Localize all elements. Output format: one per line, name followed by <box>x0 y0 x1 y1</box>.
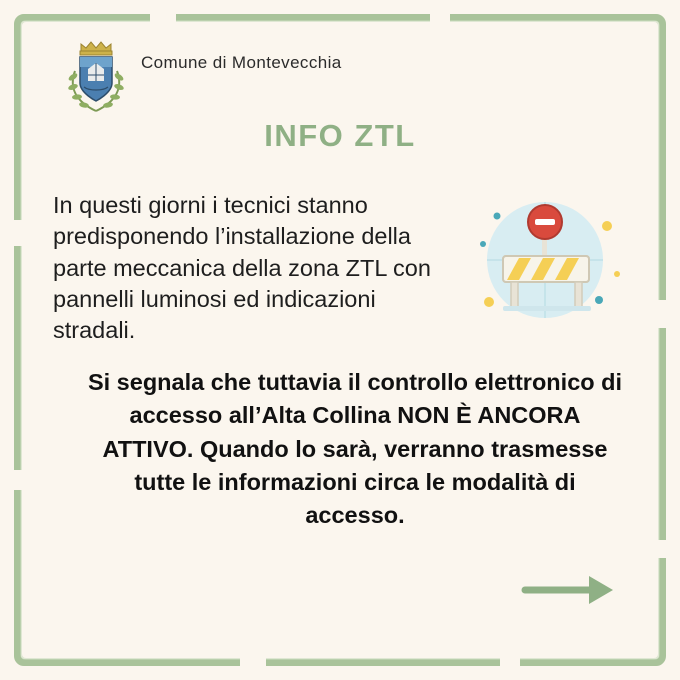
poster-content <box>45 30 635 650</box>
frame-gap <box>8 470 30 490</box>
highlight-paragraph: Si segnala che tuttavia il controllo elettronico di accesso all’Alta Collina NON È ANCORA ATTIVO. Quando lo sarà, verranno trasmesse tutte le informazioni circa le modalità di accesso. <box>87 369 623 529</box>
frame-gap <box>430 8 450 30</box>
road-barrier-illustration <box>467 182 627 342</box>
frame-gap <box>150 8 176 30</box>
municipal-crest-icon <box>65 35 127 117</box>
frame-gap <box>8 220 30 246</box>
frame-gap <box>650 300 672 328</box>
frame-gap <box>500 650 520 672</box>
frame-gap <box>650 540 672 558</box>
intro-paragraph: In questi giorni i tecnici stanno predisponendo l’installazione della parte meccanica della zona ZTL con pannelli luminosi ed indicazioni stradali. <box>53 192 431 343</box>
next-arrow-icon[interactable] <box>521 570 617 610</box>
frame-gap <box>240 650 266 672</box>
page-title: INFO ZTL <box>264 118 416 153</box>
poster-header <box>65 35 342 117</box>
municipality-name: Comune di Montevecchia <box>141 53 342 72</box>
